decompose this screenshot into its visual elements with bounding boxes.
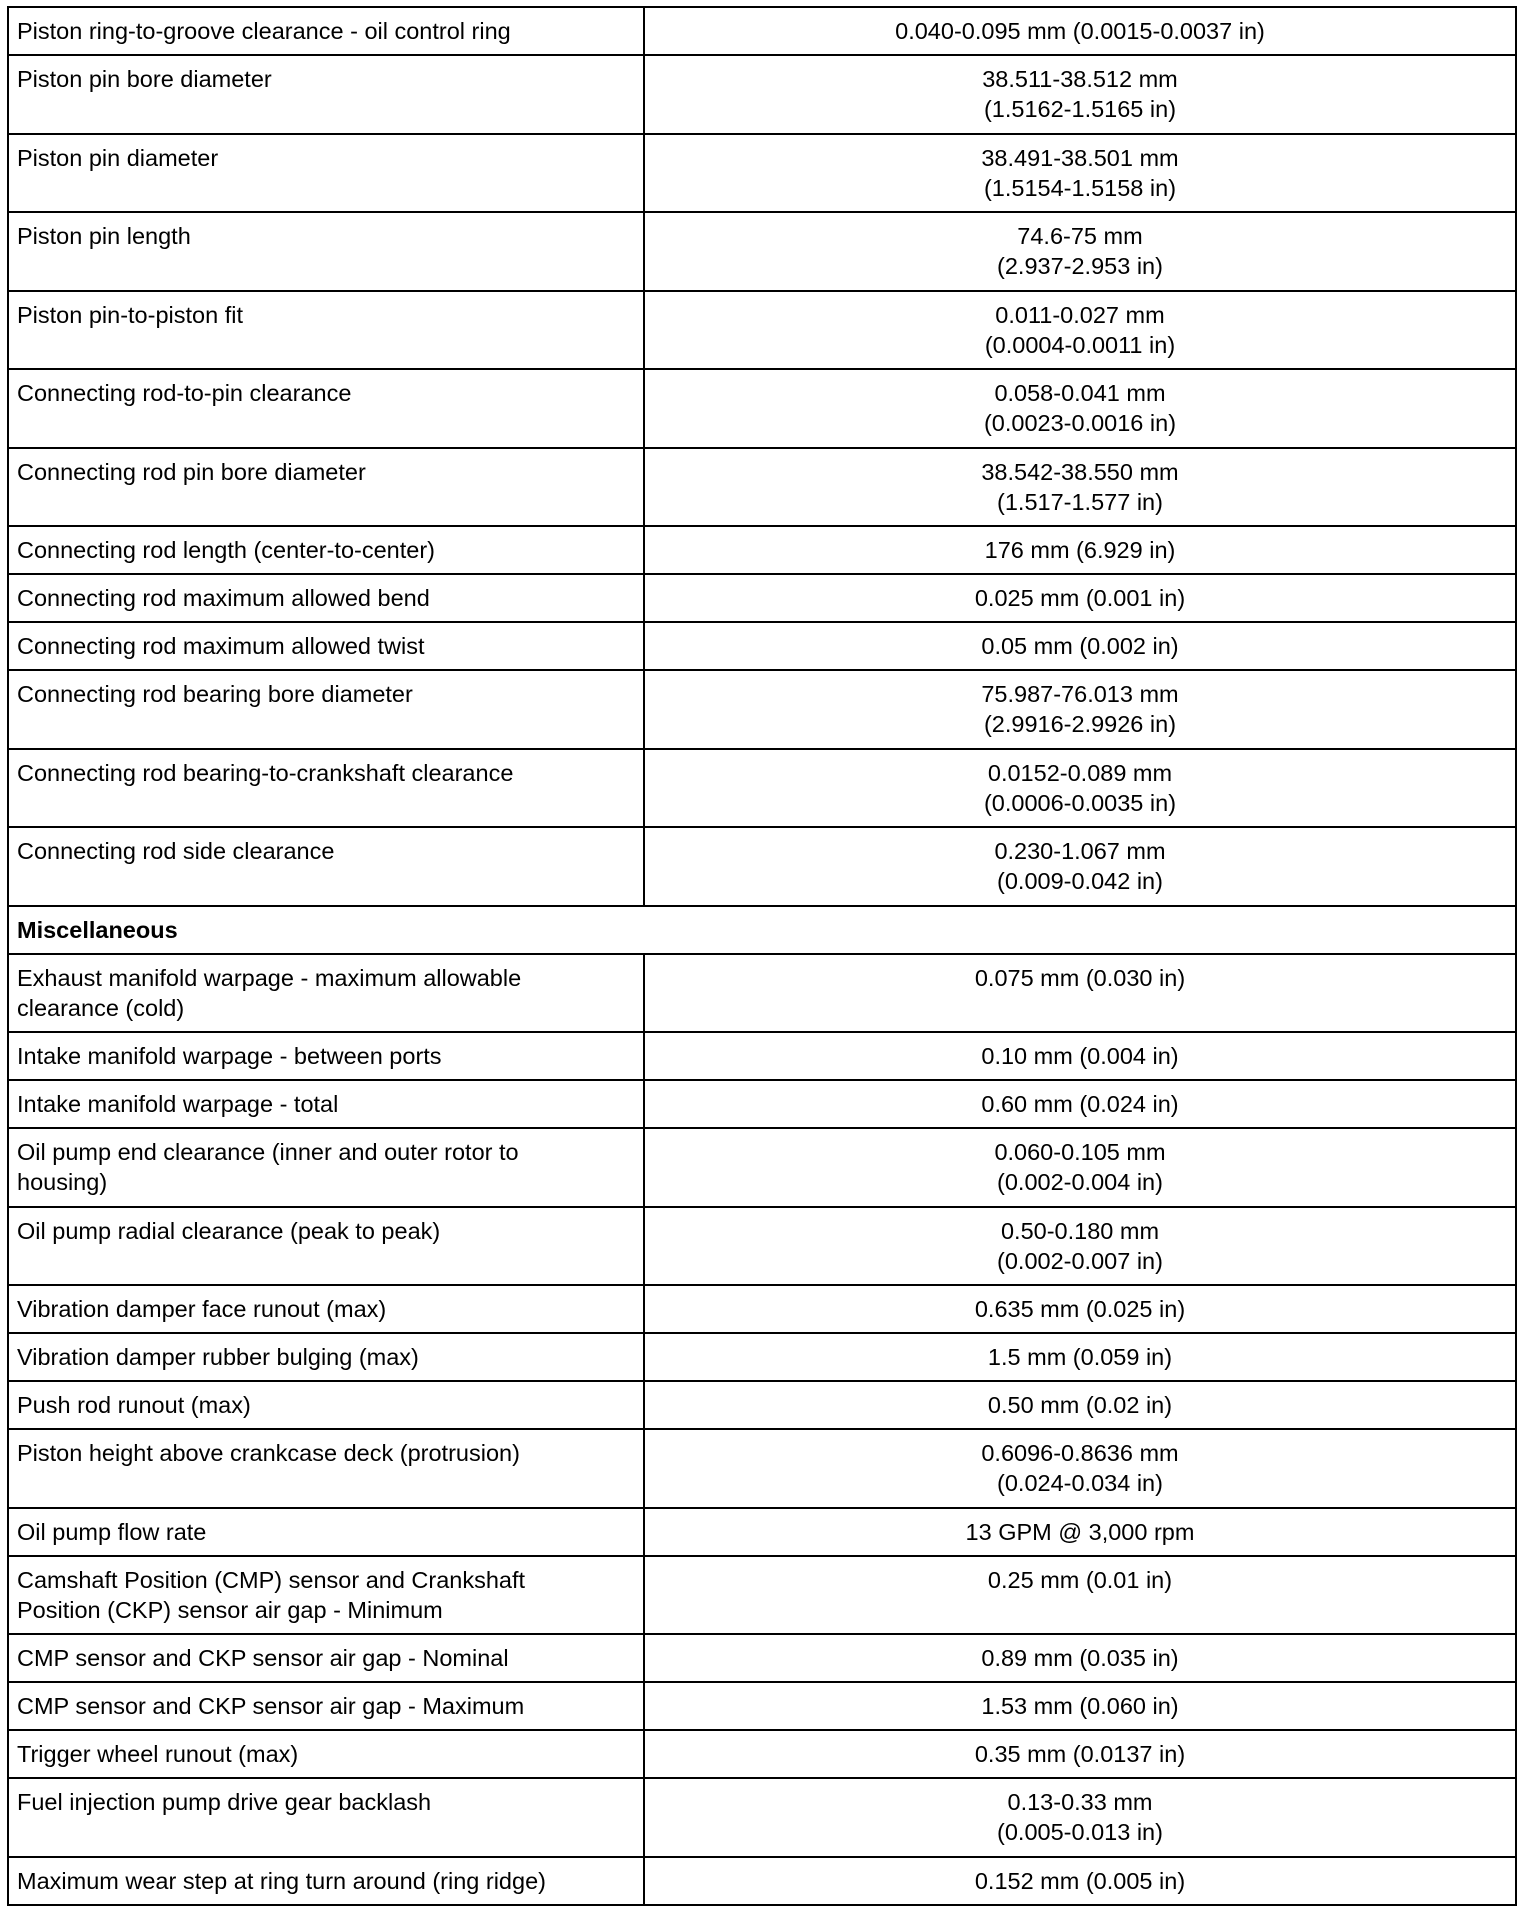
spec-value-text: (1.517-1.577 in): [997, 488, 1163, 515]
spec-parameter: [8, 1128, 644, 1207]
spec-parameter: [8, 670, 644, 749]
spec-parameter: [8, 1333, 644, 1381]
spec-parameter-text: Connecting rod maximum allowed twist: [17, 633, 425, 659]
spec-value-text: (0.002-0.007 in): [997, 1247, 1163, 1274]
spec-value: [644, 526, 1516, 574]
spec-value-text: 0.075 mm (0.030 in): [974, 964, 1186, 991]
spec-value: [644, 1556, 1516, 1635]
spec-parameter-text: Piston pin diameter: [17, 144, 219, 171]
spec-parameter: [8, 1032, 644, 1080]
spec-parameter: [8, 1778, 644, 1857]
spec-row: [8, 526, 1516, 574]
spec-parameter-text: Vibration damper face runout (max): [17, 1296, 387, 1322]
spec-value: [644, 1634, 1516, 1682]
spec-value: [644, 1285, 1516, 1333]
spec-parameter-text: housing): [17, 1169, 108, 1195]
spec-value-text: 0.89 mm (0.035 in): [981, 1645, 1179, 1671]
spec-row: [8, 134, 1516, 213]
spec-parameter: [8, 574, 644, 622]
spec-parameter-text: Camshaft Position (CMP) sensor and Crankshaft: [17, 1566, 526, 1593]
spec-value-text: 0.6096-0.8636 mm: [981, 1440, 1179, 1466]
spec-value-text: 38.491-38.501 mm: [981, 144, 1179, 171]
spec-value-text: (1.5154-1.5158 in): [983, 174, 1177, 201]
spec-value: [644, 1128, 1516, 1207]
spec-parameter-text: Connecting rod-to-pin clearance: [17, 380, 352, 406]
spec-parameter: [8, 526, 644, 574]
spec-value: [644, 1032, 1516, 1080]
spec-parameter-text: Connecting rod bearing-to-crankshaft clearance: [17, 759, 514, 786]
spec-value: [644, 369, 1516, 448]
spec-parameter-text: Connecting rod maximum allowed bend: [17, 585, 430, 611]
spec-parameter-text: Piston ring-to-groove clearance - oil control ring: [17, 18, 511, 44]
spec-value-text: 0.60 mm (0.024 in): [981, 1091, 1179, 1117]
spec-parameter: [8, 448, 644, 527]
spec-parameter: [8, 369, 644, 448]
spec-value-text: 0.25 mm (0.01 in): [987, 1566, 1173, 1593]
spec-row: [8, 7, 1516, 55]
spec-value: [644, 7, 1516, 55]
spec-value: [644, 749, 1516, 828]
spec-value-text: 0.058-0.041 mm: [994, 380, 1166, 406]
spec-parameter: [8, 291, 644, 370]
spec-value: [644, 827, 1516, 906]
spec-row: [8, 1778, 1516, 1857]
spec-value: [644, 954, 1516, 1033]
spec-value-text: 176 mm (6.929 in): [984, 537, 1176, 563]
spec-parameter: [8, 1857, 644, 1905]
spec-parameter-text: Push rod runout (max): [17, 1392, 251, 1418]
spec-parameter-text: Maximum wear step at ring turn around (ring ridge): [17, 1867, 546, 1894]
spec-value-text: 0.0152-0.089 mm: [987, 759, 1173, 786]
spec-value-text: 0.040-0.095 mm (0.0015-0.0037 in): [895, 18, 1265, 44]
spec-row: [8, 369, 1516, 448]
spec-parameter-text: Piston pin-to-piston fit: [17, 301, 243, 328]
spec-parameter-text: Piston pin bore diameter: [17, 66, 272, 92]
spec-value: [644, 670, 1516, 749]
spec-value: [644, 291, 1516, 370]
spec-value-text: 1.5 mm (0.059 in): [987, 1344, 1173, 1370]
spec-value: [644, 55, 1516, 134]
spec-parameter: [8, 1080, 644, 1128]
spec-row: [8, 1207, 1516, 1286]
specification-table-body: [8, 7, 1516, 1905]
spec-parameter-text: CMP sensor and CKP sensor air gap - Nominal: [17, 1645, 509, 1671]
spec-value-text: (0.0023-0.0016 in): [983, 410, 1177, 436]
spec-parameter-text: Oil pump end clearance (inner and outer rotor to: [17, 1139, 519, 1165]
spec-row: [8, 670, 1516, 749]
spec-row: [8, 1128, 1516, 1207]
spec-parameter: [8, 134, 644, 213]
spec-value-text: 38.511-38.512 mm: [982, 66, 1178, 92]
spec-row: [8, 55, 1516, 134]
spec-value-text: 0.011-0.027 mm: [995, 301, 1165, 328]
spec-row: [8, 954, 1516, 1033]
spec-parameter-text: Position (CKP) sensor air gap - Minimum: [17, 1596, 443, 1623]
spec-parameter-text: Piston height above crankcase deck (protrusion): [17, 1440, 520, 1466]
spec-value: [644, 212, 1516, 291]
spec-row: [8, 1730, 1516, 1778]
spec-parameter: [8, 749, 644, 828]
spec-parameter: [8, 1285, 644, 1333]
spec-parameter: [8, 212, 644, 291]
spec-value-text: 0.50 mm (0.02 in): [987, 1392, 1173, 1418]
spec-row: [8, 212, 1516, 291]
spec-parameter-text: clearance (cold): [17, 994, 185, 1021]
spec-value-text: 1.53 mm (0.060 in): [981, 1693, 1179, 1719]
spec-parameter: [8, 1634, 644, 1682]
spec-parameter: [8, 1429, 644, 1508]
spec-parameter-text: Connecting rod side clearance: [17, 838, 335, 864]
spec-value: [644, 1381, 1516, 1429]
spec-value-text: (0.005-0.013 in): [997, 1819, 1163, 1845]
spec-row: [8, 1080, 1516, 1128]
spec-value: [644, 1333, 1516, 1381]
spec-parameter: [8, 7, 644, 55]
spec-parameter: [8, 1730, 644, 1778]
spec-row: [8, 1556, 1516, 1635]
spec-value: [644, 134, 1516, 213]
spec-row: [8, 749, 1516, 828]
spec-parameter: [8, 954, 644, 1033]
spec-value-text: 0.10 mm (0.004 in): [981, 1043, 1179, 1069]
spec-value: [644, 1080, 1516, 1128]
spec-value-text: (1.5162-1.5165 in): [983, 96, 1177, 122]
spec-value-text: (2.9916-2.9926 in): [983, 711, 1177, 737]
spec-parameter-text: Intake manifold warpage - between ports: [17, 1043, 442, 1069]
spec-row: [8, 827, 1516, 906]
spec-row: [8, 1381, 1516, 1429]
spec-parameter-text: Oil pump radial clearance (peak to peak): [17, 1217, 441, 1244]
spec-value-text: 0.025 mm (0.001 in): [974, 585, 1186, 611]
spec-row: [8, 1032, 1516, 1080]
spec-parameter: [8, 827, 644, 906]
spec-row: [8, 1857, 1516, 1905]
spec-value-text: (0.009-0.042 in): [997, 868, 1163, 894]
spec-row: [8, 1682, 1516, 1730]
spec-value-text: 0.13-0.33 mm: [1007, 1789, 1153, 1815]
spec-value: [644, 1207, 1516, 1286]
spec-row: [8, 1634, 1516, 1682]
spec-row: [8, 1508, 1516, 1556]
spec-parameter: [8, 1508, 644, 1556]
spec-value-text: 0.05 mm (0.002 in): [981, 633, 1179, 659]
spec-value: [644, 1857, 1516, 1905]
spec-value: [644, 1508, 1516, 1556]
spec-parameter: [8, 1207, 644, 1286]
spec-value: [644, 1730, 1516, 1778]
spec-value: [644, 448, 1516, 527]
spec-parameter-text: Connecting rod length (center-to-center): [17, 537, 435, 563]
specification-sheet: [7, 6, 1515, 1896]
spec-row: [8, 448, 1516, 527]
spec-value-text: (0.0004-0.0011 in): [984, 331, 1176, 358]
spec-parameter-text: Fuel injection pump drive gear backlash: [17, 1789, 432, 1815]
spec-row: [8, 1429, 1516, 1508]
spec-parameter-text: Exhaust manifold warpage - maximum allowable: [17, 964, 522, 991]
spec-value-text: (0.002-0.004 in): [997, 1169, 1163, 1195]
spec-value: [644, 1778, 1516, 1857]
spec-value-text: (2.937-2.953 in): [997, 253, 1163, 279]
spec-value-text: (0.024-0.034 in): [997, 1470, 1163, 1496]
spec-row: [8, 291, 1516, 370]
specification-table: [7, 6, 1517, 1906]
spec-parameter: [8, 1682, 644, 1730]
spec-parameter-text: Oil pump flow rate: [17, 1518, 207, 1545]
spec-value-text: 0.635 mm (0.025 in): [974, 1296, 1186, 1322]
section-header-row: [8, 906, 1516, 954]
spec-parameter-text: Connecting rod bearing bore diameter: [17, 681, 413, 707]
spec-value: [644, 574, 1516, 622]
spec-parameter: [8, 1556, 644, 1635]
spec-parameter-text: Vibration damper rubber bulging (max): [17, 1344, 419, 1370]
spec-parameter: [8, 622, 644, 670]
spec-value: [644, 1682, 1516, 1730]
spec-row: [8, 1285, 1516, 1333]
spec-parameter-text: Trigger wheel runout (max): [17, 1741, 299, 1767]
spec-row: [8, 1333, 1516, 1381]
spec-value-text: 74.6-75 mm: [1017, 223, 1143, 249]
spec-value: [644, 622, 1516, 670]
spec-parameter: [8, 1381, 644, 1429]
spec-value-text: 0.230-1.067 mm: [994, 838, 1166, 864]
spec-value-text: 0.35 mm (0.0137 in): [974, 1741, 1186, 1767]
spec-value: [644, 1429, 1516, 1508]
spec-value-text: 0.060-0.105 mm: [994, 1139, 1166, 1165]
spec-value-text: (0.0006-0.0035 in): [983, 789, 1177, 816]
spec-value-text: 38.542-38.550 mm: [981, 458, 1179, 485]
section-title: Miscellaneous: [8, 906, 1516, 954]
spec-parameter-text: Connecting rod pin bore diameter: [17, 458, 366, 485]
spec-parameter-text: Piston pin length: [17, 223, 191, 249]
spec-row: [8, 574, 1516, 622]
spec-value-text: 0.50-0.180 mm: [1000, 1217, 1160, 1244]
spec-value-text: 0.152 mm (0.005 in): [974, 1867, 1186, 1894]
spec-value-text: 13 GPM @ 3,000 rpm: [965, 1518, 1195, 1545]
spec-parameter: [8, 55, 644, 134]
spec-parameter-text: Intake manifold warpage - total: [17, 1091, 339, 1117]
spec-value-text: 75.987-76.013 mm: [981, 681, 1179, 707]
spec-row: [8, 622, 1516, 670]
spec-parameter-text: CMP sensor and CKP sensor air gap - Maximum: [17, 1693, 525, 1719]
